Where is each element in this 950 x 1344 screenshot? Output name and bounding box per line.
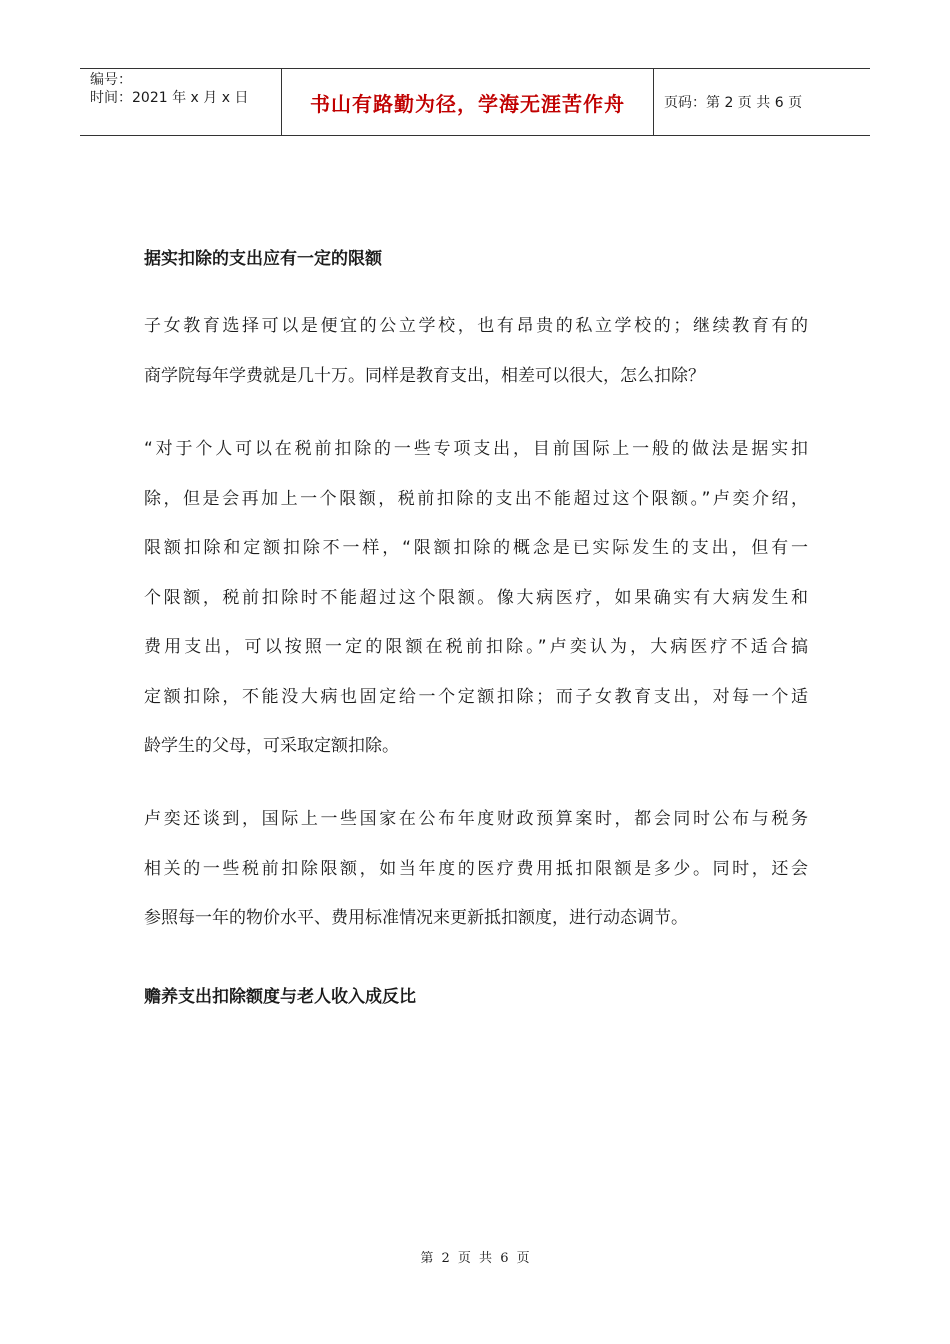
paragraph-line: 卢奕还谈到，国际上一些国家在公布年度财政预算案时，都会同时公布与税务 [144,809,808,829]
paragraph-line: 相关的一些税前扣除限额，如当年度的医疗费用抵扣限额是多少。同时，还会 [144,858,808,879]
paragraph-line: 限额扣除和定额扣除不一样，“限额扣除的概念是已实际发生的支出，但有一 [144,538,808,558]
paragraph-line: 个限额，税前扣除时不能超过这个限额。像大病医疗，如果确实有大病发生和 [144,587,808,608]
header-meta [80,69,282,135]
paragraph-line: 商学院每年学费就是几十万。同样是教育支出，相差可以很大，怎么扣除？ [144,365,705,386]
paragraph-international [144,795,808,944]
header-page-info: 页码：第 2 页 共 6 页 [664,95,803,111]
page-footer: 第 2 页 共 6 页 [420,1251,530,1266]
paragraph-line: 参照每一年的物价水平、费用标准情况来更新抵扣额度，进行动态调节。 [144,908,688,928]
paragraph-line: 除，但是会再加上一个限额，税前扣除的支出不能超过这个限额。”卢奕介绍， [144,488,808,509]
paragraph-line: 子女教育选择可以是便宜的公立学校，也有昂贵的私立学校的；继续教育有的 [144,316,808,336]
code-label: 编号： [90,72,132,88]
header-motto: 书山有路勤为径，学海无涯苦作舟 [282,69,654,135]
paragraph-quote [144,425,808,772]
paragraph-line: 定额扣除，不能没大病也固定给一个定额扣除；而子女教育支出，对每一个适 [144,686,808,707]
time-label: 时间：2021 年 x 月 x 日 [90,90,249,106]
paragraph-education [144,302,808,401]
paragraph-line: 龄学生的父母，可采取定额扣除。 [144,736,399,756]
document-header [80,68,870,136]
paragraph-line: “对于个人可以在税前扣除的一些专项支出，目前国际上一般的做法是据实扣 [144,439,808,459]
section-heading-support: 赡养支出扣除额度与老人收入成反比 [144,987,416,1007]
paragraph-line: 费用支出，可以按照一定的限额在税前扣除。”卢奕认为，大病医疗不适合搞 [144,637,808,657]
section-heading-limit: 据实扣除的支出应有一定的限额 [144,249,382,269]
